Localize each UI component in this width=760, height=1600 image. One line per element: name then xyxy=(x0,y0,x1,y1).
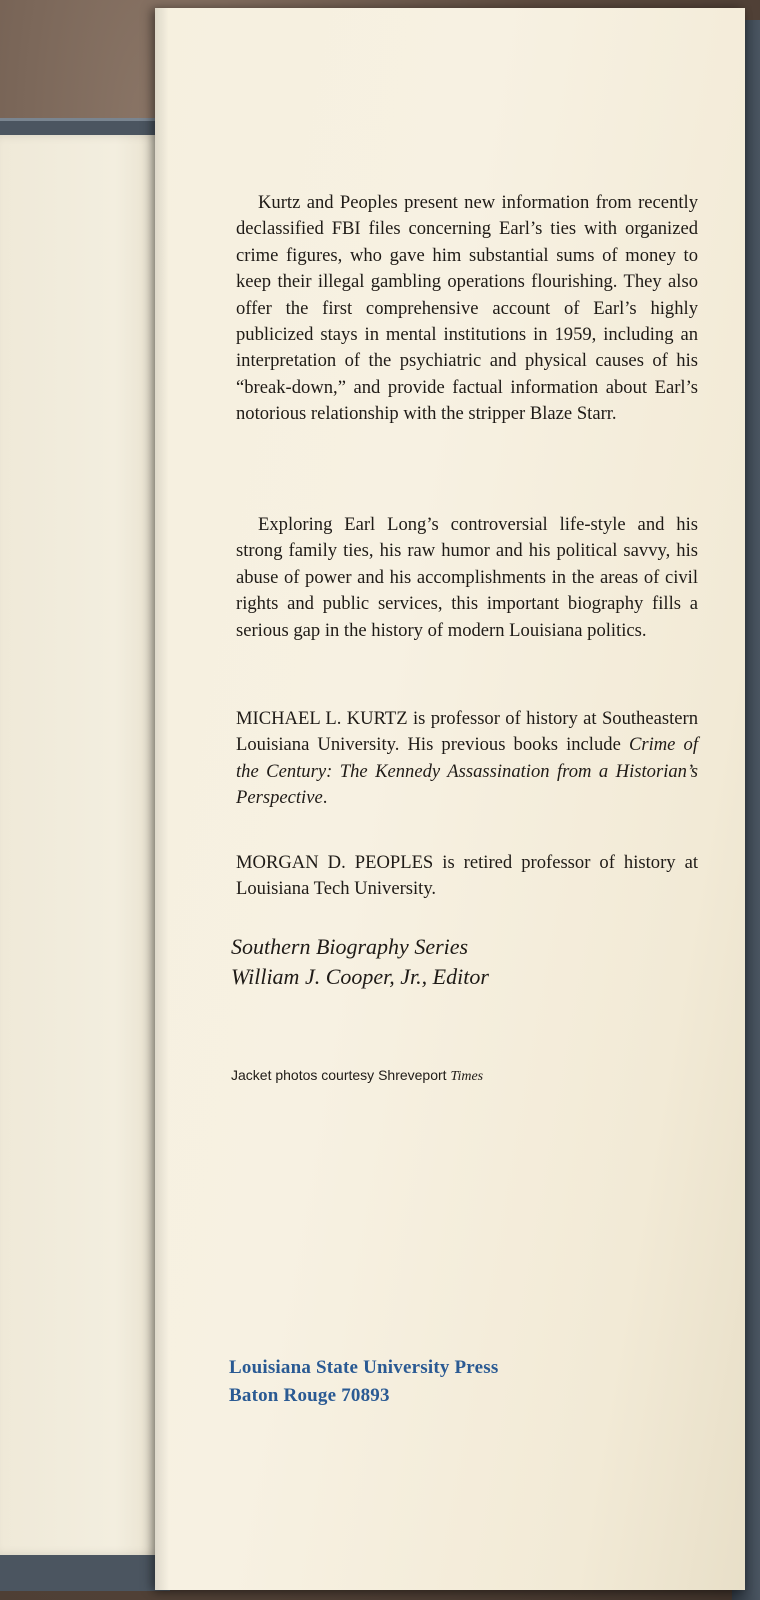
jacket-photo-credit xyxy=(231,1067,691,1085)
book-endpaper xyxy=(0,135,165,1555)
bio-kurtz-end: . xyxy=(322,787,328,809)
flap-fold-shadow xyxy=(155,8,169,1590)
flap-paragraph-1: Kurtz and Peoples present new information from recently declassified FBI files concerning Earl’s ties with organized crime figures, who gave him substantial sums of money to keep their illegal gambling operations flourishing. They also offer the first comprehensive account of Earl’s highly publicized stays in mental institutions in 1959, including an interpretation of the psychiatric and physical causes of his “break-down,” and provide factual information about Earl’s notorious relationship with the stripper Blaze Starr. xyxy=(236,192,698,425)
series-name: Southern Biography Series xyxy=(231,934,469,959)
bio-kurtz-book-title: Crime of the Century: The Kennedy Assassination from a Historian’s Perspective xyxy=(236,734,698,809)
author-bio-kurtz xyxy=(236,706,698,812)
publisher-city: Baton Rouge 70893 xyxy=(229,1385,390,1406)
credit-text: Jacket photos courtesy Shreveport xyxy=(231,1067,451,1083)
publisher-block xyxy=(229,1354,689,1410)
publisher-name: Louisiana State University Press xyxy=(229,1357,499,1378)
author-bio-peoples: MORGAN D. PEOPLES is retired professor of history at Louisiana Tech University. xyxy=(236,852,698,900)
bio-kurtz-text: MICHAEL L. KURTZ is professor of history at Southeastern Louisiana University. His previous books include xyxy=(236,708,698,756)
series-block xyxy=(231,932,691,992)
credit-newspaper: Times xyxy=(450,1069,484,1084)
series-editor: William J. Cooper, Jr., Editor xyxy=(231,964,489,989)
flap-paragraph-2: Exploring Earl Long’s controversial life-style and his strong family ties, his raw humor and his political savvy, his abuse of power and his accomplishments in the areas of civil rights and public services, this important biography fills a serious gap in the history of modern Louisiana politics. xyxy=(236,514,698,641)
